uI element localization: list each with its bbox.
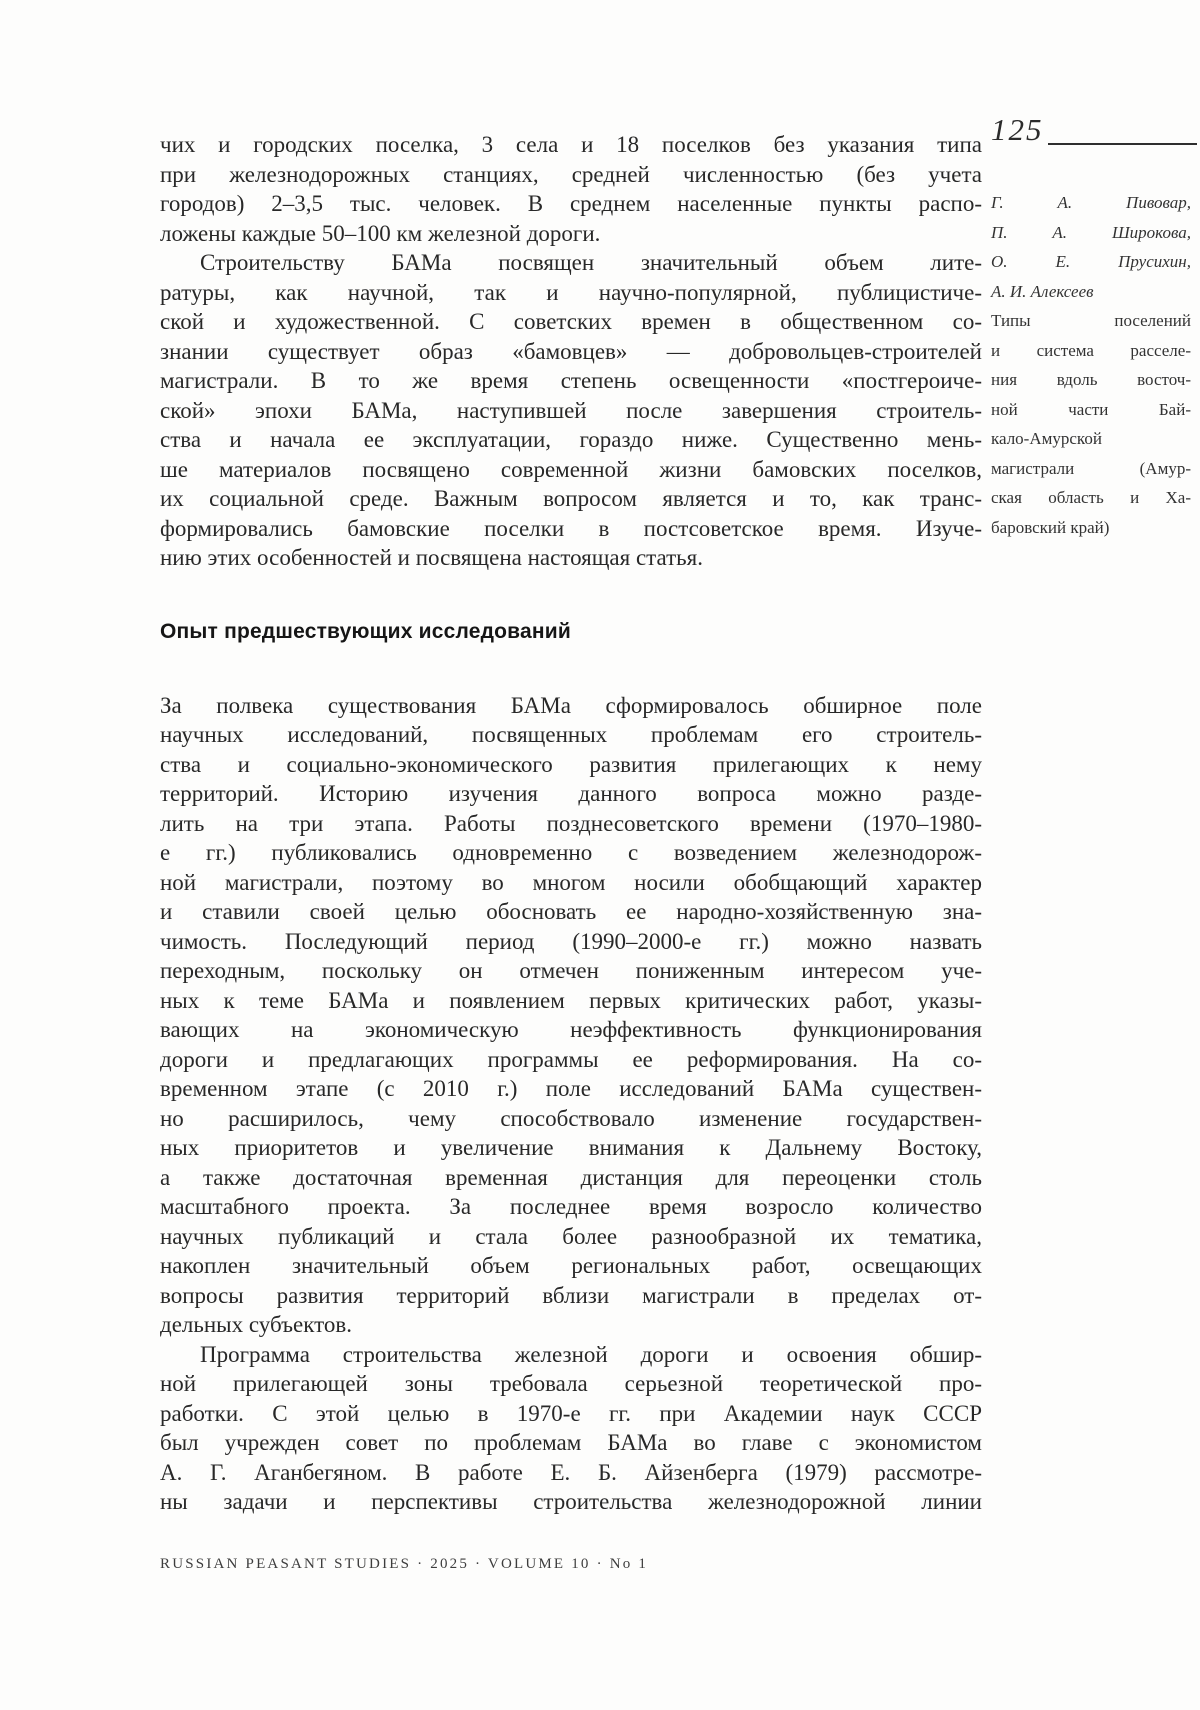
text-line: Строительству БАМа посвящен значительный объем лите- <box>200 250 982 275</box>
text-line: формировались бамовские поселки в постсоветское время. Изуче- <box>160 515 982 541</box>
text-line: но расширилось, чему способствовало изменение государствен- <box>160 1105 982 1131</box>
text-line: ше материалов посвящено современной жизни бамовских поселков, <box>160 456 982 482</box>
text-line: городов) 2–3,5 тыс. человек. В среднем населенные пункты распо- <box>160 191 982 216</box>
page-number: 125 <box>991 112 1044 147</box>
margin-article-title <box>991 306 1191 542</box>
paragraph-bam-literature <box>160 248 982 573</box>
text-line: временном этапе (с 2010 г.) поле исследований БАМа существен- <box>160 1076 982 1101</box>
text-line: Г. А. Пивовар, <box>991 193 1191 212</box>
text-line: ложены каждые 50–100 км железной дороги. <box>160 220 601 246</box>
footer-journal-line: RUSSIAN PEASANT STUDIES · 2025 · VOLUME 10 · No 1 <box>160 1556 649 1572</box>
text-line: ния вдоль восточ- <box>991 370 1191 389</box>
section-heading: Опыт предшествующих исследований <box>160 619 571 643</box>
text-line: вопросы развития территорий вблизи магистрали в пределах от- <box>160 1282 982 1308</box>
text-line: ной прилегающей зоны требовала серьезной теоретической про- <box>160 1371 982 1396</box>
text-line: дельных субъектов. <box>160 1312 352 1337</box>
text-line: ной части Бай- <box>991 399 1191 419</box>
text-line: Типы поселений <box>991 311 1191 330</box>
text-line: масштабного проекта. За последнее время возросло количество <box>160 1194 982 1219</box>
text-line: кало-Амурской <box>991 429 1102 448</box>
text-line: е гг.) публиковались одновременно с возведением железнодорож- <box>160 840 982 865</box>
text-line: и ставили своей целью обосновать ее народно-хозяйственную зна- <box>160 899 982 924</box>
text-line: ны задачи и перспективы строительства железнодорожной линии <box>160 1489 982 1514</box>
text-line: ной магистрали, поэтому во многом носили обобщающий характер <box>160 869 982 895</box>
main-text-column <box>160 130 982 1517</box>
text-line: А. Г. Аганбегяном. В работе Е. Б. Айзенберга (1979) рассмотре- <box>160 1459 982 1485</box>
text-line: ства и социально-экономического развития прилегающих к нему <box>160 751 982 777</box>
text-line: чимость. Последующий период (1990–2000-е гг.) можно назвать <box>160 928 982 954</box>
text-line: знании существует образ «бамовцев» — добровольцев-строителей <box>160 338 982 364</box>
paragraph-continuation <box>160 130 982 248</box>
paragraph-research-stages <box>160 691 982 1340</box>
text-line: нию этих особенностей и посвящена настоящая статья. <box>160 545 703 570</box>
text-line: ратуры, как научной, так и научно-популярной, публицистиче- <box>160 279 982 305</box>
text-line: ных к теме БАМа и появлением первых критических работ, указы- <box>160 987 982 1013</box>
text-line: и система расселе- <box>991 340 1191 360</box>
text-line: вающих на экономическую неэффективность функционирования <box>160 1017 982 1042</box>
text-line: О. Е. Прусихин, <box>991 252 1191 271</box>
text-line: магистрали (Амур- <box>991 458 1191 478</box>
margin-note <box>991 188 1191 542</box>
header-rule <box>1048 143 1197 145</box>
text-line: П. А. Широкова, <box>991 222 1191 242</box>
text-line: а также достаточная временная дистанция для переоценки столь <box>160 1164 982 1190</box>
text-line: ской и художественной. С советских времен в общественном со- <box>160 309 982 334</box>
text-line: научных исследований, посвященных проблемам его строитель- <box>160 722 982 747</box>
text-line: территорий. Историю изучения данного вопроса можно разде- <box>160 781 982 806</box>
margin-authors <box>991 188 1191 306</box>
text-line: ных приоритетов и увеличение внимания к Дальнему Востоку, <box>160 1135 982 1160</box>
text-line: А. И. Алексеев <box>991 281 1094 301</box>
text-line: Программа строительства железной дороги и освоения обшир- <box>200 1341 982 1367</box>
text-line: их социальной среде. Важным вопросом является и то, как транс- <box>160 486 982 511</box>
text-line: лить на три этапа. Работы позднесоветского времени (1970–1980- <box>160 810 982 836</box>
text-line: научных публикаций и стала более разнообразной их тематика, <box>160 1223 982 1249</box>
text-line: работки. С этой целью в 1970-е гг. при Академии наук СССР <box>160 1400 982 1426</box>
text-line: накоплен значительный объем региональных работ, освещающих <box>160 1253 982 1278</box>
text-line: ства и начала ее эксплуатации, гораздо ниже. Существенно мень- <box>160 427 982 452</box>
text-line: За полвека существования БАМа сформировалось обширное поле <box>160 692 982 718</box>
text-line: ской» эпохи БАМа, наступившей после завершения строитель- <box>160 397 982 423</box>
text-line: переходным, поскольку он отмечен пониженным интересом уче- <box>160 958 982 983</box>
text-line: ская область и Ха- <box>991 488 1191 507</box>
text-line: был учрежден совет по проблемам БАМа во главе с экономистом <box>160 1430 982 1455</box>
text-line: баровский край) <box>991 517 1110 537</box>
text-line: дороги и предлагающих программы ее реформирования. На со- <box>160 1046 982 1072</box>
text-line: магистрали. В то же время степень освещенности «постгероиче- <box>160 368 982 393</box>
paragraph-program <box>160 1340 982 1517</box>
text-line: при железнодорожных станциях, средней численностью (без учета <box>160 161 982 187</box>
text-line: чих и городских поселка, 3 села и 18 поселков без указания типа <box>160 132 982 157</box>
